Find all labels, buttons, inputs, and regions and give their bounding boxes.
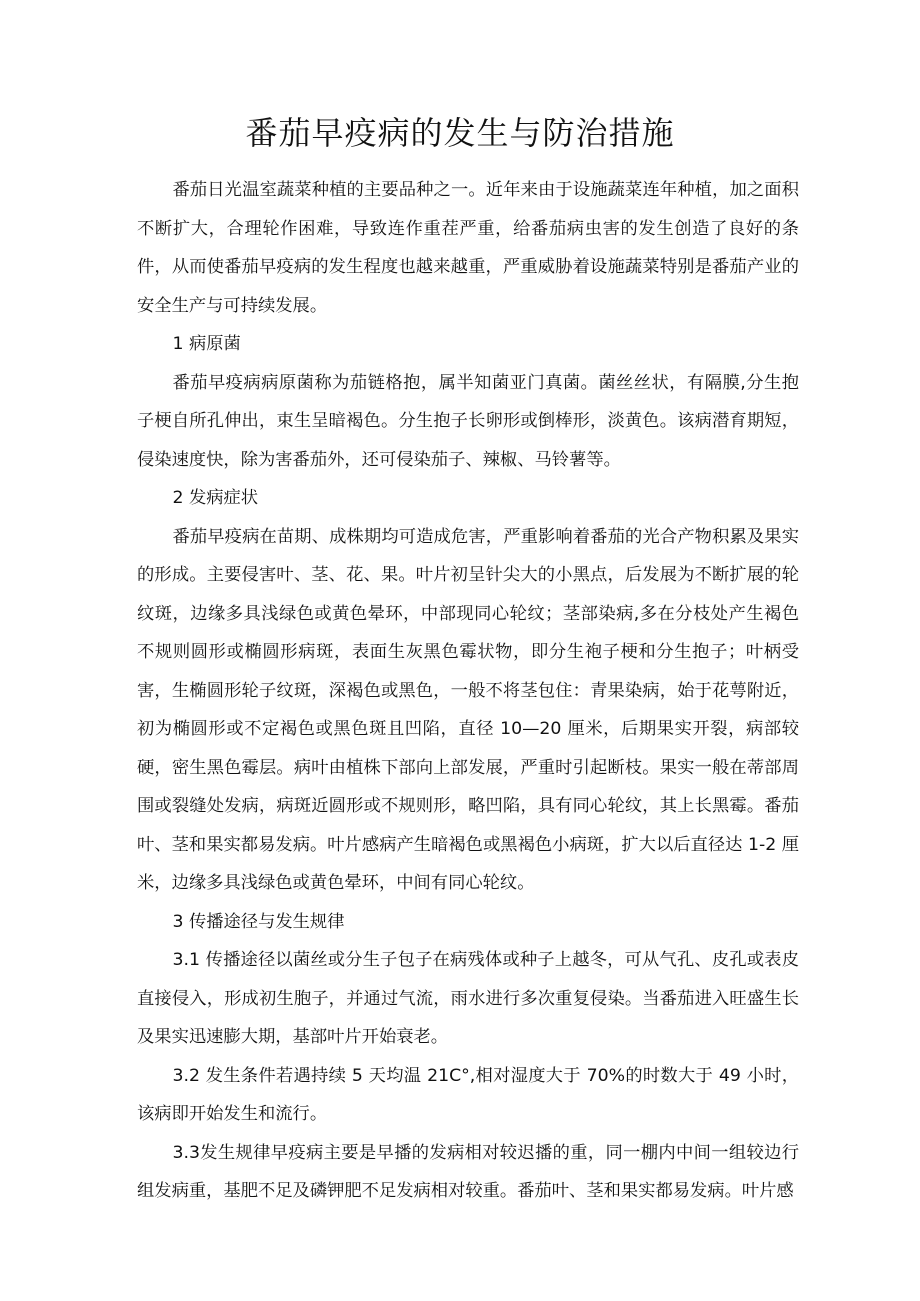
transmission-paragraph-3-3: 3.3发生规律早疫病主要是早播的发病相对较迟播的重，同一棚内中间一组较边行组发病重，基肥不足及磷钾肥不足发病相对较重。番茄叶、茎和果实都易发病。叶片感 [137,1142,799,1201]
pathogen-paragraph: 番茄早疫病病原菌称为茄链格抱，属半知菌亚门真菌。菌丝丝状，有隔膜,分生抱子梗自所孔伸出，束生呈暗褐色。分生抱子长卵形或倒棒形，淡黄色。该病潜育期短，侵染速度快，除为害番茄外，还可侵染茄子、辣椒、马铃薯等。 [137,372,799,470]
intro-paragraph: 番茄日光温室蔬菜种植的主要品种之一。近年来由于设施蔬菜连年种植，加之面积不断扩大，合理轮作困难，导致连作重茬严重，给番茄病虫害的发生创造了良好的条件，从而使番茄早疫病的发生程度也越来越重，严重威胁着设施蔬菜特别是番茄产业的安全生产与可持续发展。 [137,180,799,316]
document-body [137,171,799,1211]
document-title: 番茄早疫病的发生与防治措施 [245,114,675,152]
transmission-paragraph-3-1: 3.1 传播途径以菌丝或分生子包子在病残体或种子上越冬，可从气孔、皮孔或表皮直接侵入，形成初生胞子，并通过气流，雨水进行多次重复侵染。当番茄进入旺盛生长及果实迅速膨大期，基部叶片开始衰老。 [137,950,799,1047]
section-heading-pathogen: 1 病原菌 [172,334,241,354]
symptoms-paragraph: 番茄早疫病在苗期、成株期均可造成危害，严重影响着番茄的光合产物积累及果实的形成。主要侵害叶、茎、花、果。叶片初呈针尖大的小黑点，后发展为不断扩展的轮纹斑，边缘多具浅绿色或黄色晕环，中部现同心轮纹；茎部染病,多在分枝处产生褐色不规则圆形或椭圆形病斑，表面生灰黑色霉状物，即分生袍子梗和分生抱子；叶柄受害，生椭圆形轮子纹斑，深褐色或黑色，一般不将茎包住：青果染病，始于花萼附近，初为椭圆形或不定褐色或黑色斑且凹陷，直径 10—20 厘米，后期果实开裂，病部较硬，密生黑色霉层。病叶由植株下部向上部发展，严重时引起断枝。果实一般在蒂部周围或裂缝处发病，病斑近圆形或不规则形，略凹陷，具有同心轮纹，其上长黑霉。番茄叶、茎和果实都易发病。叶片感病产生暗褐色或黑褐色小病斑，扩大以后直径达 1-2 厘米，边缘多具浅绿色或黄色晕环，中间有同心轮纹。 [137,526,799,893]
section-heading-transmission: 3 传播途径与发生规律 [172,911,345,932]
section-heading-symptoms: 2 发病症状 [172,488,259,508]
transmission-paragraph-3-2: 3.2 发生条件若遇持续 5 天均温 21C°,相对湿度大于 70%的时数大于 49 小时，该病即开始发生和流行。 [137,1065,799,1124]
